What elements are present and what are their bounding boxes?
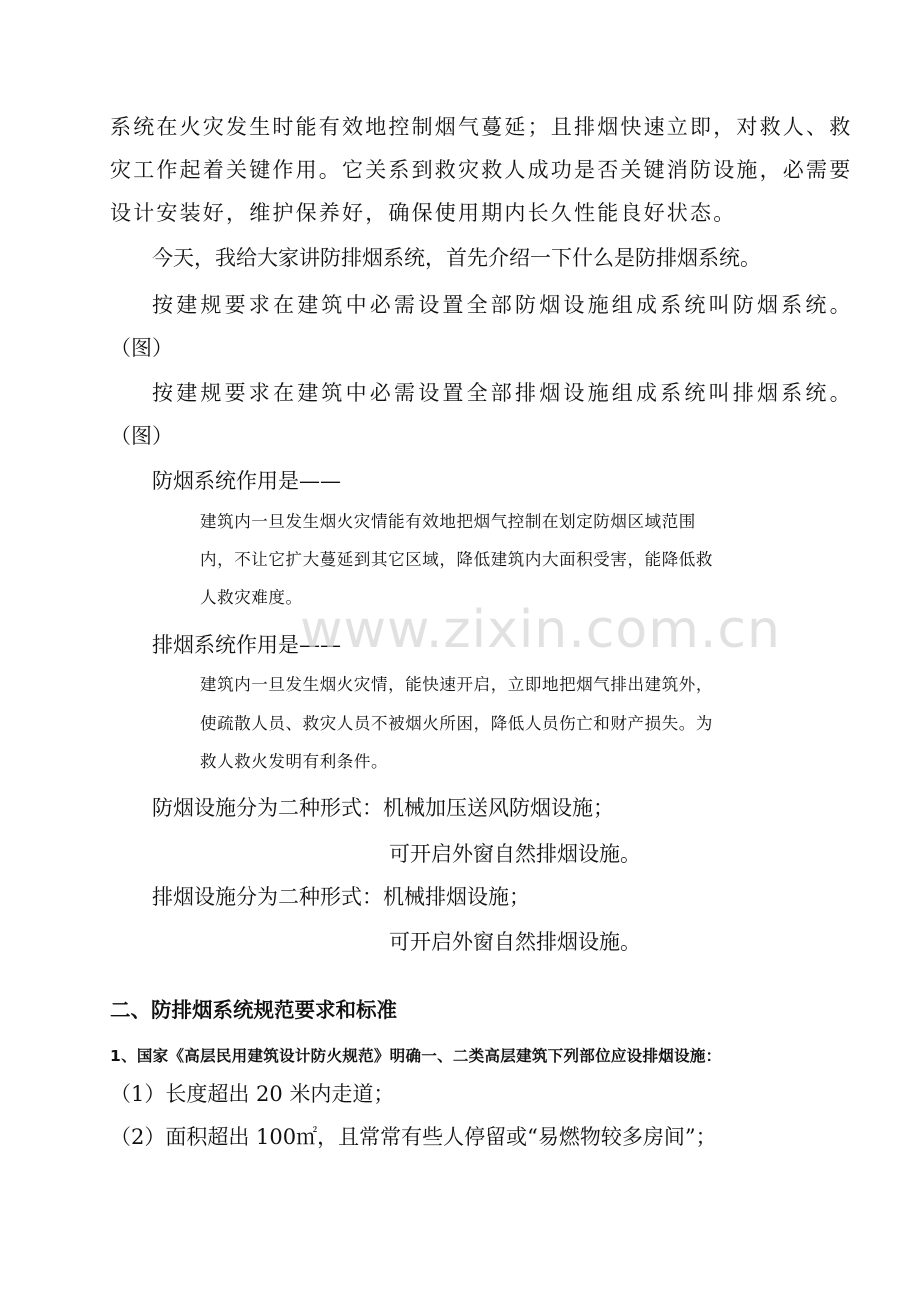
watermark: www.zixin.com.cn [300, 600, 781, 660]
intro-line-3: 设计安装好，维护保养好，确保使用期内长久性能良好状态。 [110, 201, 737, 225]
fangyan-forms-line-1: 防烟设施分为二种形式：机械加压送风防烟设施； [152, 796, 614, 820]
paiyan-definition: 按建规要求在建筑中必需设置全部排烟设施组成系统叫排烟系统。 [152, 381, 854, 405]
fangyan-role-line-1: 建筑内一旦发生烟火灾情能有效地把烟气控制在划定防烟区域范围 [200, 512, 696, 531]
paiyan-role-title: 排烟系统作用是—— [152, 633, 341, 657]
fangyan-definition: 按建规要求在建筑中必需设置全部防烟设施组成系统叫防烟系统。 [152, 293, 854, 317]
fangyan-figure-ref: （图） [110, 336, 173, 360]
fangyan-forms-line-2: 可开启外窗自然排烟设施。 [389, 842, 641, 866]
paiyan-role-line-3: 救人救火发明有利条件。 [200, 752, 389, 771]
intro-line-2: 灾工作起着关键作用。它关系到救灾救人成功是否关键消防设施，必需要 [110, 158, 853, 182]
paiyan-forms-line-1: 排烟设施分为二种形式：机械排烟设施； [152, 885, 530, 909]
paiyan-forms-line-2: 可开启外窗自然排烟设施。 [389, 930, 641, 954]
today-paragraph: 今天，我给大家讲防排烟系统，首先介绍一下什么是防排烟系统。 [152, 246, 761, 270]
intro-line-1: 系统在火灾发生时能有效地控制烟气蔓延；且排烟快速立即，对救人、救 [110, 115, 853, 139]
paiyan-role-line-2: 使疏散人员、救灾人员不被烟火所困，降低人员伤亡和财产损失。为 [200, 714, 713, 733]
subitem-1: （1）长度超出 20 米内走道； [110, 1082, 395, 1106]
section-heading: 二、防排烟系统规范要求和标准 [110, 998, 397, 1022]
paiyan-figure-ref: （图） [110, 424, 173, 448]
subitem-2: （2）面积超出 100㎡，且常常有些人停留或“易燃物较多房间”； [110, 1125, 717, 1149]
paiyan-role-line-1: 建筑内一旦发生烟火灾情，能快速开启，立即地把烟气排出建筑外， [200, 675, 713, 694]
item-1: 1、国家《高层民用建筑设计防火规范》明确一、二类高层建筑下列部位应设排烟设施： [110, 1047, 722, 1065]
fangyan-role-title: 防烟系统作用是—— [152, 469, 341, 493]
fangyan-role-line-2: 内，不让它扩大蔓延到其它区域，降低建筑内大面积受害，能降低救 [200, 550, 713, 569]
fangyan-role-line-3: 人救灾难度。 [200, 588, 303, 607]
